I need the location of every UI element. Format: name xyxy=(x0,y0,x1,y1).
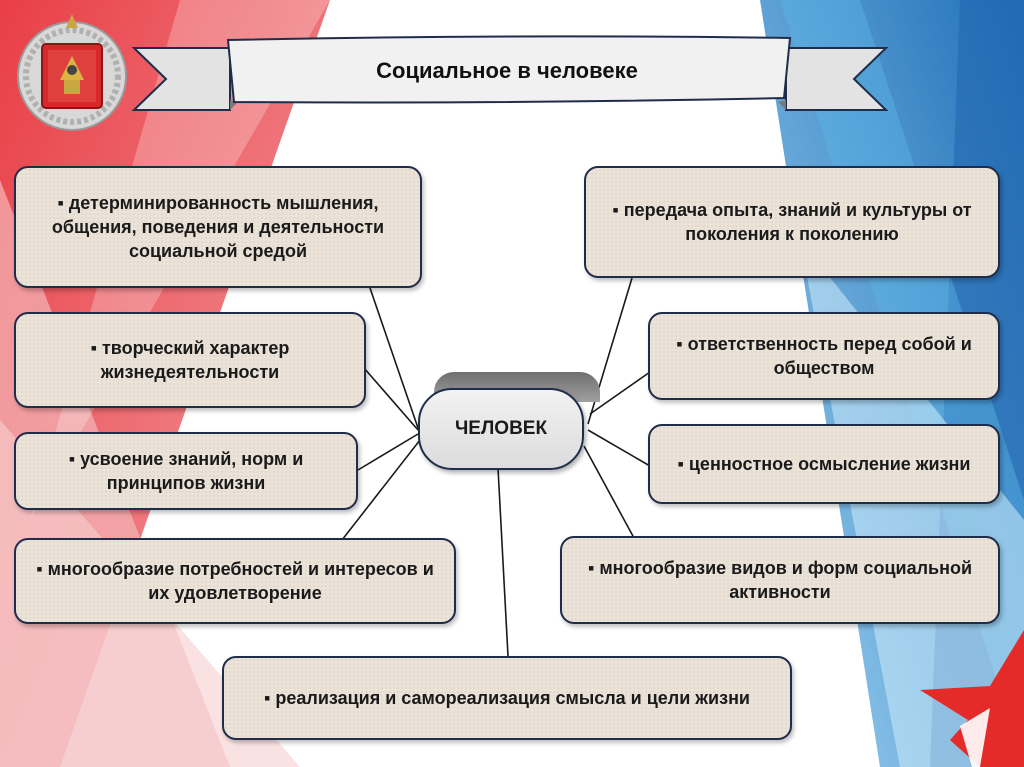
item-text: ▪ ответственность перед собой и обществом xyxy=(676,334,972,378)
center-node xyxy=(418,388,584,470)
center-label: ЧЕЛОВЕК xyxy=(454,418,548,439)
item-text: ▪ многообразие видов и форм социальной активности xyxy=(587,558,973,602)
item-box-right-1 xyxy=(584,166,1000,278)
item-text: ▪ реализация и самореализация смысла и цели жизни xyxy=(263,688,751,708)
item-text: ▪ ценностное осмысление жизни xyxy=(677,454,971,474)
item-box-right-2 xyxy=(648,312,1000,400)
item-box-left-4 xyxy=(14,538,456,624)
item-text: ▪ усвоение знаний, норм и принципов жизни xyxy=(68,449,304,493)
item-text: ▪ многообразие потребностей и интересов и их удовлетворение xyxy=(36,559,434,603)
item-box-left-3 xyxy=(14,432,358,510)
item-text: ▪ творческий характер жизнедеятельности xyxy=(90,338,290,382)
item-text: ▪ передача опыта, знаний и культуры от поколения к поколению xyxy=(612,200,972,244)
item-box-bottom xyxy=(222,656,792,740)
star-logo-icon xyxy=(920,630,1024,767)
page-title: Социальное в человеке xyxy=(376,58,638,83)
item-box-right-3 xyxy=(648,424,1000,504)
item-box-left-1 xyxy=(14,166,422,288)
item-box-left-2 xyxy=(14,312,366,408)
item-text: ▪ детерминированность мышления, общения, поведения и деятельности социальной средой xyxy=(51,193,385,261)
item-box-right-4 xyxy=(560,536,1000,624)
